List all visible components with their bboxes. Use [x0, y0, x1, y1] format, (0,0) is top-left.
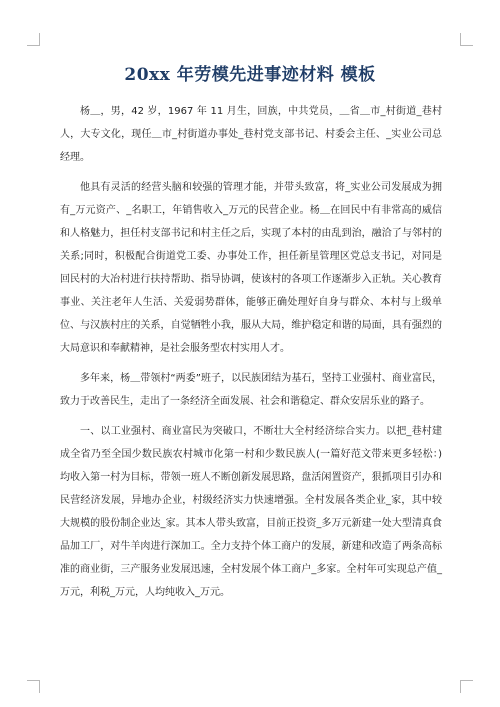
crop-mark-top-right: [460, 33, 473, 46]
crop-mark-bottom-left: [27, 680, 40, 693]
paragraph-intro: 杨＿，男，42 岁，1967 年 11 月生，回族，中共党员，＿省＿市_村街道_巷村人，大专文化，现任＿市_村街道办事处_巷村党支部书记、村委会主任、_实业公司总经理。: [60, 106, 442, 163]
crop-mark-top-left: [27, 33, 40, 46]
document-title: 20xx 年劳模先进事迹材料 模板: [124, 65, 376, 85]
paragraph-section-one: 一、以工业强村、商业富民为突破口，不断壮大全村经济综合实力。以把_巷村建成全省乃至全国少数民族农村城市化第一村和少数民族人(一篇好范文带来更多轻松：)均收入第一村为目标，带领一班人不断创新发展思路，盘活闲置资产，狠抓项目引办和民营经济发展，异地办企业，村级经济实力快速增强。全村发展各类企业_家，其中较大规模的股份制企业达_家。其本人带头致富，目前正投资_多万元新建一处大型清真食品加工厂，对牛羊肉进行深加工。全力支持个体工商户的发展，新建和改造了两条高标准的商业街，三产服务业发展迅速，全村发展个体工商户_多家。全村年可实现总产值_万元，利税_万元，人均纯收入_万元。: [60, 426, 442, 598]
paragraph-leadership: 多年来，杨＿带领村“两委”班子，以民族团结为基石，坚持工业强村、商业富民，致力于改善民生，走出了一条经济全面发展、社会和谐稳定、群众安居乐业的路子。: [60, 373, 442, 407]
paragraph-management: 他具有灵活的经营头脑和较强的管理才能，并带头致富，将_实业公司发展成为拥有_万元资产、_名职工，年销售收入_万元的民营企业。杨＿在回民中有非常高的威信和人格魅力，担任村支部书记和村主任之后，实现了本村的由乱到治，融洽了与邻村的关系;同时，积极配合街道党工委、办事处工作，担任新星管理区党总支书记，对同是回民村的大冶村进行扶持帮助、指导协调，使该村的各项工作逐渐步入正轨。关心教育事业、关注老年人生活、关爱弱势群体，能够正确处理好自身与群众、本村与上级单位、与汉族村庄的关系，自觉牺牲小我，服从大局，维护稳定和谐的局面，具有强烈的大局意识和奉献精神，是社会服务型农村实用人才。: [60, 182, 442, 354]
crop-mark-bottom-right: [460, 680, 473, 693]
document-body: [60, 100, 442, 611]
